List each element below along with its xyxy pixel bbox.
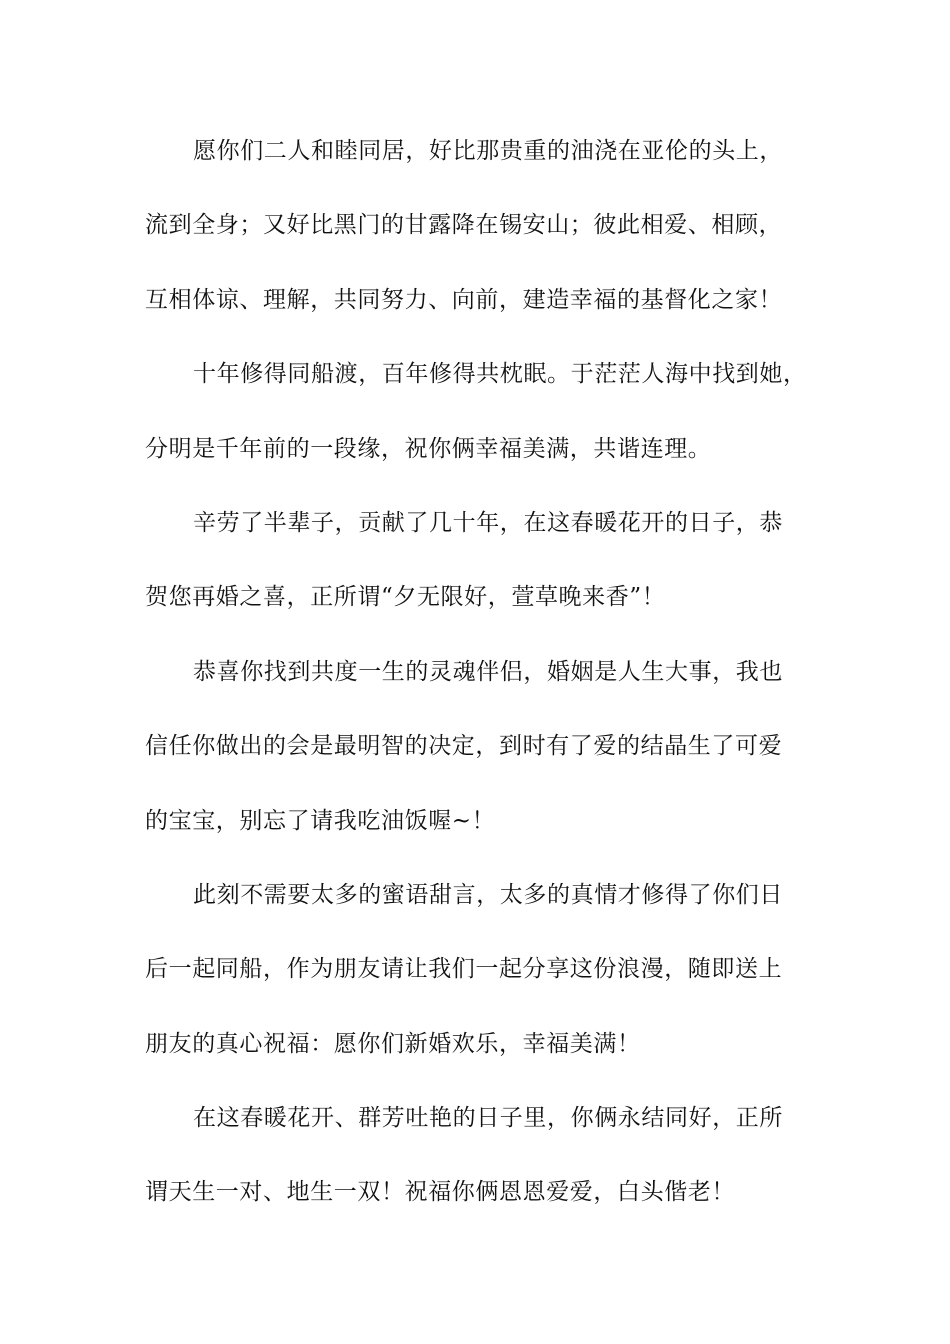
text-line: 互相体谅、理解，共同努力、向前，建造幸福的基督化之家！ <box>145 286 783 313</box>
text-line: 朋友的真心祝福：愿你们新婚欢乐，幸福美满！ <box>145 1030 641 1057</box>
document-body <box>145 129 815 1245</box>
text-line: 愿你们二人和睦同居，好比那贵重的油浇在亚伦的头上， <box>193 138 783 164</box>
text-line: 分明是千年前的一段缘，祝你俩幸福美满，共谐连理。 <box>145 435 712 462</box>
text-line: 十年修得同船渡，百年修得共枕眠。于茫茫人海中找到她， <box>193 361 807 388</box>
text-line: 谓天生一对、地生一双！祝福你俩恩恩爱爱，白头偕老！ <box>145 1179 735 1206</box>
text-line: 后一起同船，作为朋友请让我们一起分享这份浪漫，随即送上 <box>145 956 783 983</box>
text-line: 的宝宝，别忘了请我吃油饭喔~！ <box>145 807 496 834</box>
text-line: 此刻不需要太多的蜜语甜言，太多的真情才修得了你们日 <box>193 881 783 908</box>
text-line: 贺您再婚之喜，正所谓“夕无限好，萱草晚来香”！ <box>145 584 666 611</box>
text-line: 在这春暖花开、群芳吐艳的日子里，你俩永结同好，正所 <box>193 1105 783 1132</box>
text-line: 辛劳了半辈子，贡献了几十年，在这春暖花开的日子，恭 <box>193 509 783 536</box>
text-line: 恭喜你找到共度一生的灵魂伴侣，婚姻是人生大事，我也 <box>193 658 783 685</box>
text-line: 流到全身；又好比黑门的甘露降在锡安山；彼此相爱、相顾， <box>145 212 783 239</box>
text-line: 信任你做出的会是最明智的决定，到时有了爱的结晶生了可爱 <box>145 733 783 760</box>
